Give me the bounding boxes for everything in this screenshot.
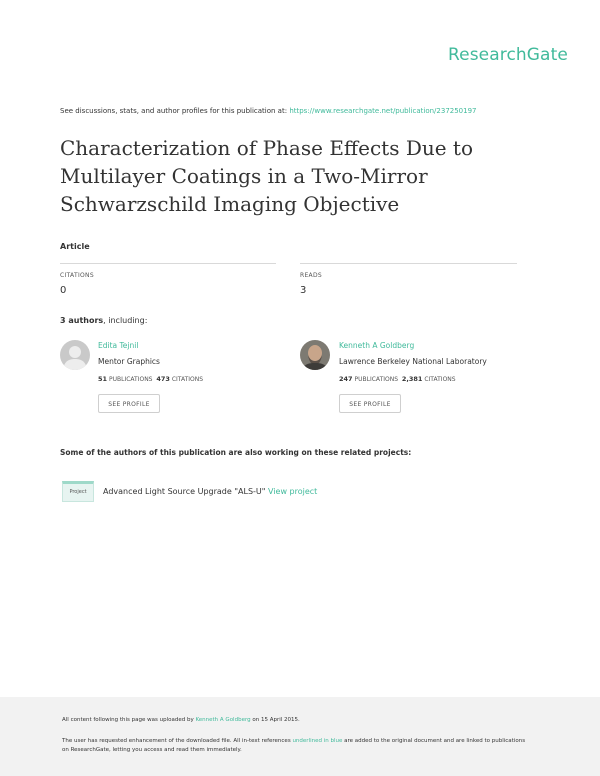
publication-title	[60, 134, 540, 218]
author-stats	[98, 375, 203, 383]
enhancement-notice	[62, 737, 532, 755]
related-projects-heading: Some of the authors of this publication are also working on these related projects:	[60, 448, 412, 457]
see-profile-button[interactable]: SEE PROFILE	[339, 394, 401, 413]
enhancement-suffix: are added to the original document and are linked to publications on ResearchGate, letting you access and read them immediately.	[62, 738, 526, 753]
title-line: Schwarzschild Imaging Objective	[60, 192, 400, 216]
publications-label: PUBLICATIONS	[108, 376, 153, 383]
title-line: Multilayer Coatings in a Two-Mirror	[60, 164, 428, 188]
researchgate-logo[interactable]: ResearchGate	[448, 45, 568, 65]
view-project-link[interactable]: View project	[268, 487, 318, 496]
authors-heading-suffix: , including:	[103, 316, 148, 325]
avatar[interactable]	[60, 340, 90, 370]
discussion-notice	[60, 107, 477, 115]
citations-label: CITATIONS	[424, 376, 456, 383]
authors-heading	[60, 316, 147, 325]
enhancement-prefix: The user has requested enhancement of the downloaded file. All in-text references	[62, 738, 291, 744]
author-name[interactable]: Kenneth A Goldberg	[339, 341, 415, 350]
citations-count: 0	[60, 285, 67, 296]
publication-url-link[interactable]: https://www.researchgate.net/publication/237250197	[289, 107, 477, 115]
underlined-in-blue-link[interactable]: underlined in blue	[292, 738, 343, 744]
reads-label: READS	[300, 272, 322, 279]
publications-count: 51	[98, 375, 108, 383]
author-stats	[339, 375, 456, 383]
author-affiliation: Mentor Graphics	[98, 357, 160, 366]
divider	[300, 263, 517, 264]
publication-type: Article	[60, 242, 90, 251]
default-avatar-icon	[60, 340, 90, 370]
uploader-link[interactable]: Kenneth A Goldberg	[195, 717, 251, 723]
citations-label: CITATIONS	[60, 272, 94, 279]
project-icon[interactable]: Project	[62, 481, 94, 502]
discussion-prefix: See discussions, stats, and author profiles for this publication at:	[60, 107, 288, 115]
divider	[60, 263, 276, 264]
author-name[interactable]: Edita Tejnil	[98, 341, 139, 350]
project-name: Advanced Light Source Upgrade "ALS-U"	[103, 487, 266, 496]
author-affiliation: Lawrence Berkeley National Laboratory	[339, 357, 487, 366]
citations-count: 2,381	[401, 375, 423, 383]
citations-count: 473	[156, 375, 170, 383]
upload-notice	[62, 717, 300, 723]
reads-count: 3	[300, 285, 307, 296]
title-line: Characterization of Phase Effects Due to	[60, 136, 474, 160]
author-photo-icon	[300, 340, 330, 370]
see-profile-button[interactable]: SEE PROFILE	[98, 394, 160, 413]
avatar[interactable]	[300, 340, 330, 370]
publications-label: PUBLICATIONS	[354, 376, 399, 383]
citations-label: CITATIONS	[171, 376, 204, 383]
project-item	[103, 487, 317, 496]
authors-count: 3 authors	[60, 316, 104, 325]
publications-count: 247	[339, 375, 353, 383]
upload-date: on 15 April 2015.	[252, 717, 300, 723]
upload-prefix: All content following this page was uploaded by	[62, 717, 194, 723]
